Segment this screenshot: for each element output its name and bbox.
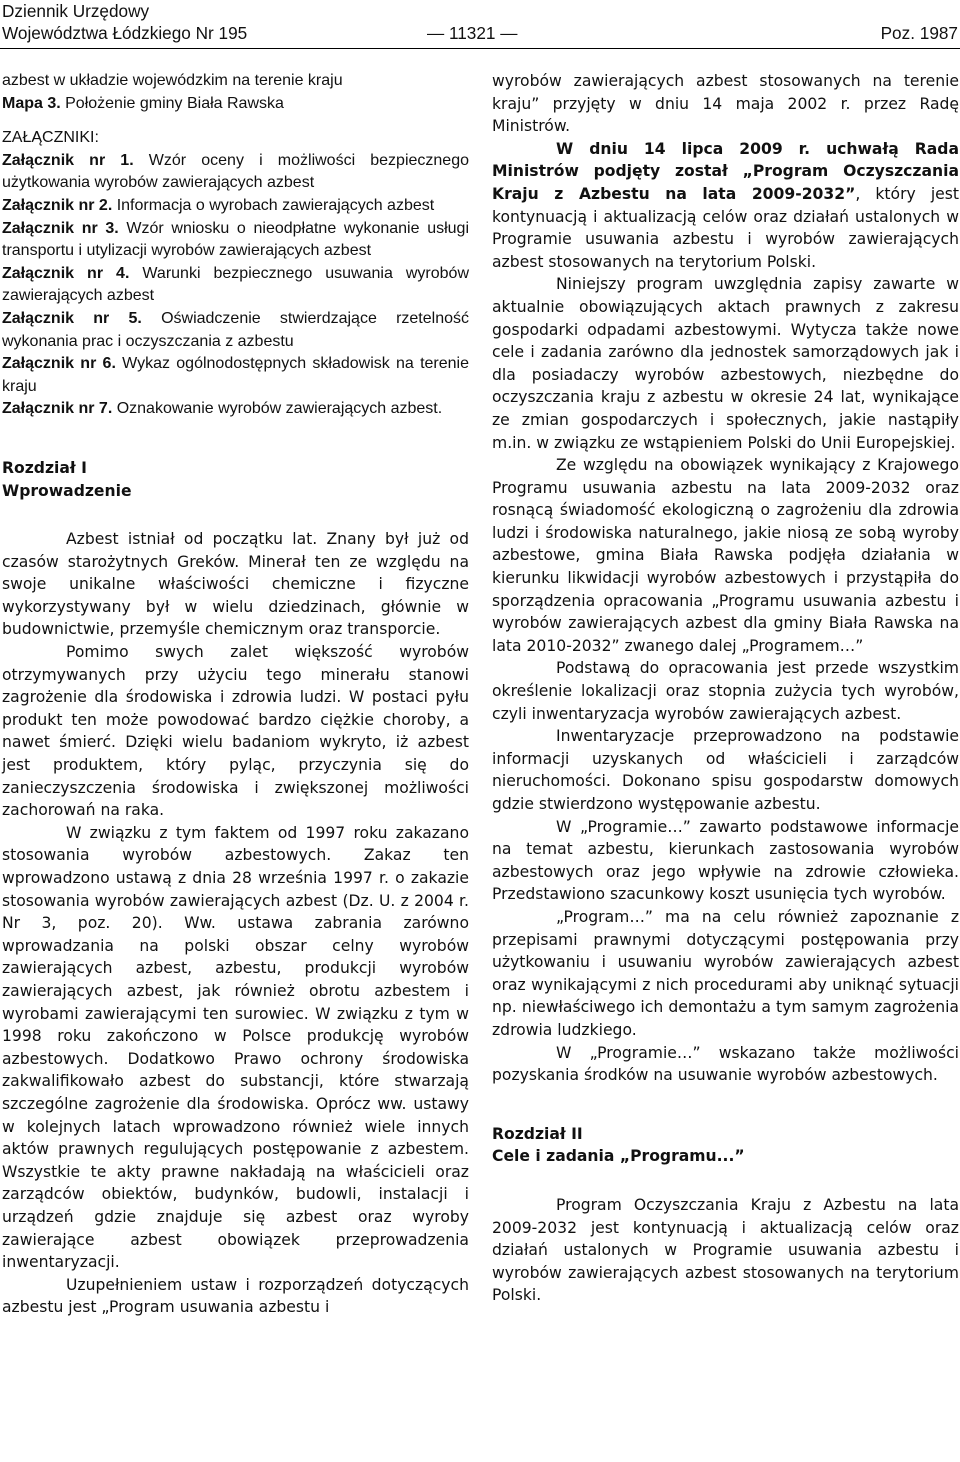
right-column	[492, 70, 959, 1307]
chapter1-number: Rozdział I	[2, 458, 87, 477]
body-paragraph: W dniu 14 lipca 2009 r. uchwałą Rada Ministrów podjęty został „Program Oczyszczania Kraju z Azbestu na lata 2009-2032”, który jest kontynuacją i aktualizacją celów oraz działań ustalonych w Programie usuwania azbestu i wyrobów zawierających azbest stosowanych na terytorium Polski.	[492, 139, 959, 271]
page-header	[2, 0, 958, 44]
map3-label: Mapa 3.	[2, 94, 61, 112]
chapter2-number: Rozdział II	[492, 1124, 583, 1143]
body-paragraph: Pomimo swych zalet większość wyrobów otrzymywanych przy użyciu tego minerału stanowi zagrożenie dla środowiska i zdrowia ludzi. W postaci pyłu produkt ten może powodować bardzo ciężkie choroby, a nawet śmierć. Dzięki wielu badaniom wykryto, iż azbest jest produktem, który pyląc, przyczynia się do zanieczyszczenia środowiska i zwiększonej możliwości zachorowań na raka.	[2, 643, 469, 820]
attachment-item: Załącznik nr 6. Wykaz ogólnodostępnych składowisk na terenie kraju	[2, 355, 469, 395]
resolution-bold: W dniu 14 lipca 2009 r. uchwałą Rada Ministrów podjęty został „Program Oczyszczania Kraju z Azbestu na lata 2009-2032”	[492, 139, 959, 203]
attachment-item: Załącznik nr 5. Oświadczenie stwierdzające rzetelność wykonania prac i oczyszczania z azbestu	[2, 309, 469, 350]
body-paragraph: Uzupełnieniem ustaw i rozporządzeń dotyczących azbestu jest „Program usuwania azbestu i	[2, 1275, 469, 1317]
attachment-item: Załącznik nr 7. Oznakowanie wyrobów zawierających azbest.	[2, 400, 443, 418]
body-paragraph: Inwentaryzacje przeprowadzono na podstawie informacji uzyskanych od właścicieli i zarządców nieruchomości. Dokonano spisu gospodarstw domowych gdzie stwierdzono występowanie azbestu.	[492, 727, 959, 813]
body-paragraph: Program Oczyszczania Kraju z Azbestu na lata 2009-2032 jest kontynuacją i aktualizacją celów oraz działań ustalonych w Programie usuwania azbestu i wyrobów zawierających azbest stosowanych na terytorium Polski.	[492, 1195, 959, 1305]
body-paragraph: W „Programie…” zawarto podstawowe informacje na temat azbestu, kierunkach zastosowania wyrobów azbestowych oraz jego wpływie na zdrowie człowieka. Przedstawiono szacunkowy koszt usunięcia tych wyrobów.	[492, 817, 959, 904]
body-paragraph: „Program…” ma na celu również zapoznanie z przepisami prawnymi dotyczącymi postępowania przy użytkowaniu i usuwaniu wyrobów zawierających azbest oraz wynikającymi z nich procedurami aby uniknąć sytuacji np. niewłaściwego ich demontażu a tym samym zagrożenia zdrowia ludzkiego.	[492, 907, 959, 1039]
page-number: — 11321 —	[427, 23, 518, 43]
left-column	[2, 70, 469, 1319]
map3-line	[2, 93, 469, 116]
attachment-item: Załącznik nr 3. Wzór wniosku o nieodpłatne wykonanie usługi transportu i utylizacji wyrobów zawierających azbest	[2, 219, 469, 260]
chapter1-title: Wprowadzenie	[2, 481, 132, 500]
voivodeship-issue: Województwa Łódzkiego Nr 195	[2, 23, 248, 43]
body-paragraph: Podstawą do opracowania jest przede wszystkim określenie lokalizacji oraz stopnia zużycia tych wyrobów, czyli inwentaryzacja wyrobów zawierających azbest.	[492, 659, 959, 723]
header-divider	[0, 48, 960, 49]
map3-text: Położenie gminy Biała Rawska	[60, 94, 284, 112]
body-paragraph: W związku z tym faktem od 1997 roku zakazano stosowania wyrobów azbestowych. Zakaz ten wprowadzono ustawą z dnia 28 września 1997 r. o zakazie stosowania wyrobów zawierających azbest (Dz. U. z 2004 r. Nr 3, poz. 20). Ww. ustawa zabrania zarówno wprowadzania na polski obszar celny wyrobów zawierających azbest, azbestu, produkcji wyrobów zawierających azbest, jak również obrotu azbestem i wyrobami zawierającymi ten surowiec. W związku z tym w 1998 roku zakończono w Polsce produkcję wyrobów azbestowych. Dodatkowo Prawo ochrony środowiska zakwalifikowało azbest do substancji, które stwarzają szczególne zagrożenie dla środowiska. Oprócz ww. ustawy w kolejnych latach wprowadzono również wiele innych aktów prawnych regulujących postępowanie z azbestem. Wszystkie te akty prawne nakładają na właścicieli oraz zarządców obiektów, budynków, budowli, instalacji i urządzeń gdzie znajduje się azbest oraz wyroby zawierające azbest obowiązek przeprowadzenia inwentaryzacji.	[2, 823, 469, 1272]
attachment-item: Załącznik nr 1. Wzór oceny i możliwości bezpiecznego użytkowania wyrobów zawierających azbest	[2, 151, 470, 192]
attachments-heading: ZAŁĄCZNIKI:	[2, 129, 99, 147]
intro-line: azbest w układzie wojewódzkim na terenie kraju	[2, 72, 343, 89]
body-paragraph: Azbest istniał od początku lat. Znany był już od czasów starożytnych Greków. Minerał ten ze względu na swoje unikalne właściwości chemiczne i fizyczne wykorzystywany był w wielu dziedzinach, głównie w budownictwie, przemyśle chemicznym oraz transporcie.	[2, 530, 469, 639]
body-paragraph: Ze względu na obowiązek wynikający z Krajowego Programu usuwania azbestu na lata 2009-2032 oraz rosnącą świadomość ekologiczną o zagrożeniu dla zdrowia ludzi i środowiska naturalnego, jakie niosą ze sobą wyroby azbestowe, gmina Biała Rawska podjęła działania w kierunku likwidacji wyrobów azbestowych i przystąpiła do sporządzenia opracowania „Programu usuwania azbestu i wyrobów zawierających azbest dla gminy Biała Rawska na lata 2010-2032” zwanego dalej „Programem…”	[492, 456, 959, 655]
position-number: Poz. 1987	[880, 23, 958, 43]
body-paragraph: wyrobów zawierających azbest stosowanych na terenie kraju” przyjęty w dniu 14 maja 2002 r. przez Radę Ministrów.	[492, 72, 959, 136]
body-paragraph: Niniejszy program uwzględnia zapisy zawarte w aktualnie obowiązujących aktach prawnych z zakresu gospodarki odpadami azbestowymi. Wytycza także nowe cele i zadania zarówno dla jednostek samorządowych jak i dla posiadaczy wyrobów azbestowych, niezbędne do oczyszczania kraju z azbestu w okresie 24 lat, wynikające ze zmian gospodarczych i społecznych, jakie nastąpiły m.in. w związku ze wstąpieniem Polski do Unii Europejskiej.	[492, 275, 959, 452]
attachments-block	[2, 70, 469, 421]
attachment-item: Załącznik nr 2. Informacja o wyrobach zawierających azbest	[2, 196, 435, 214]
attachment-item: Załącznik nr 4. Warunki bezpiecznego usuwania wyrobów zawierających azbest	[2, 264, 470, 305]
chapter2-title: Cele i zadania „Programu...”	[492, 1147, 745, 1166]
journal-title: Dziennik Urzędowy	[2, 1, 150, 21]
body-paragraph: W „Programie…” wskazano także możliwości pozyskania środków na usuwanie wyrobów azbestowych.	[492, 1043, 959, 1085]
